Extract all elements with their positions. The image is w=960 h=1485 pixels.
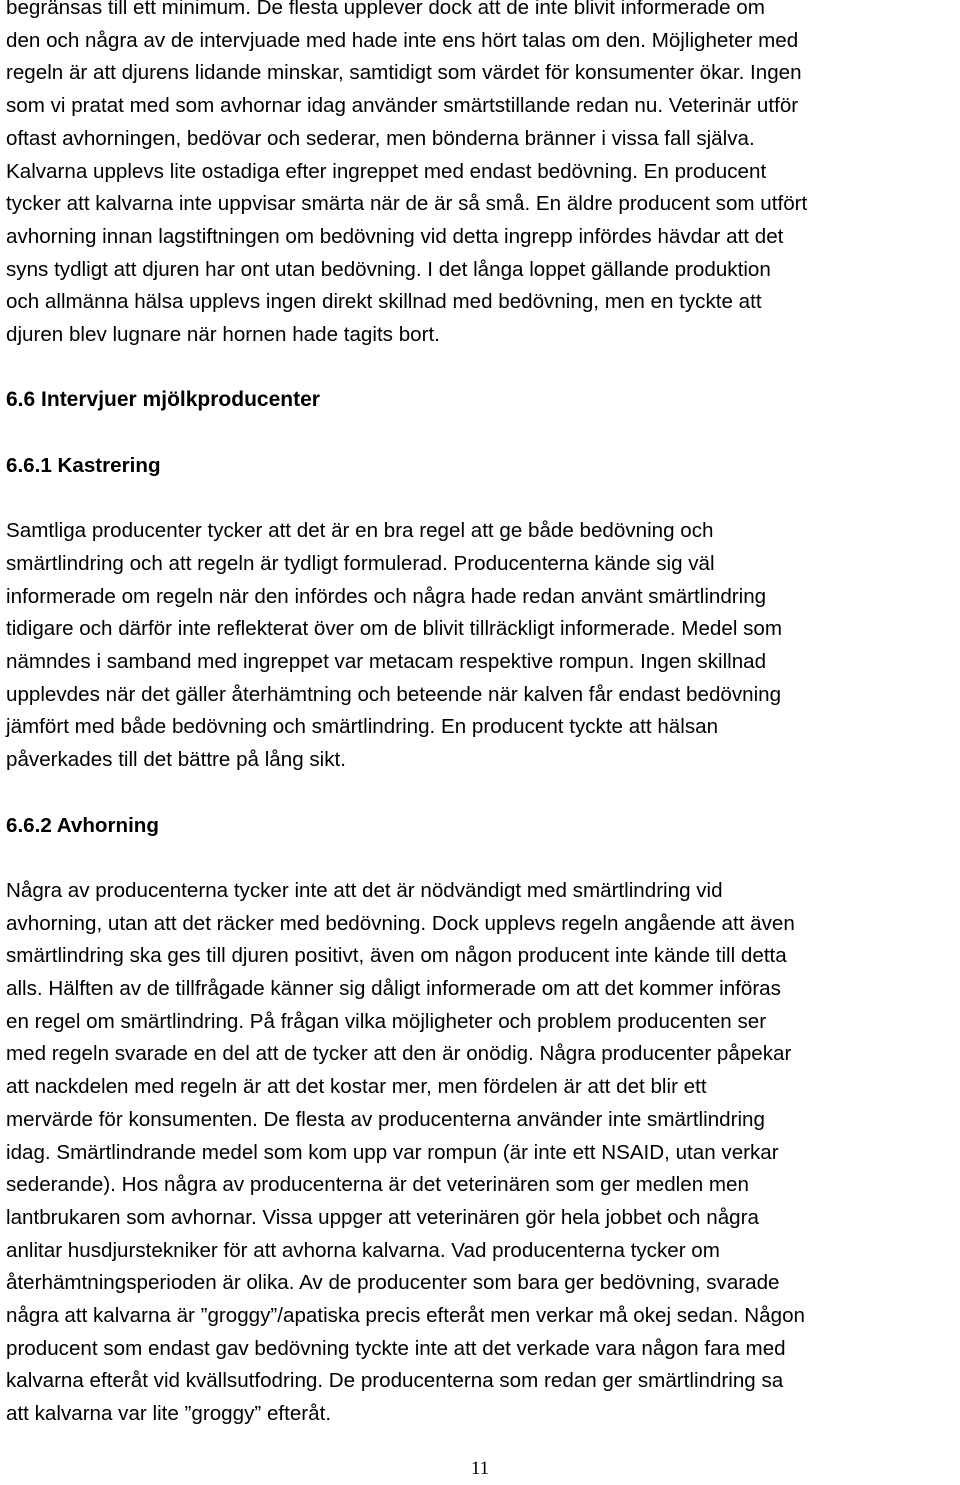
text-line: med regeln svarade en del att de tycker att den är onödig. Några producenter påpekar bbox=[6, 1042, 792, 1066]
text-line: Några av producenterna tycker inte att det är nödvändigt med smärtlindring vid bbox=[6, 878, 723, 902]
text-line: anlitar husdjurstekniker för att avhorna kalvarna. Vad producenterna tycker om bbox=[6, 1238, 720, 1262]
text-line: nämndes i samband med ingreppet var metacam respektive rompun. Ingen skillnad bbox=[6, 650, 767, 674]
text-line: Samtliga producenter tycker att det är en bra regel att ge både bedövning och bbox=[6, 519, 714, 543]
text-line: jämfört med både bedövning och smärtlindring. En producent tyckte att hälsan bbox=[6, 715, 719, 739]
text-line: producent som endast gav bedövning tyckte inte att det verkade vara någon fara med bbox=[6, 1336, 786, 1360]
text-line: alls. Hälften av de tillfrågade känner sig dåligt informerade om att det kommer införas bbox=[6, 977, 781, 1001]
text-line: en regel om smärtlindring. På frågan vilka möjligheter och problem producenten ser bbox=[6, 1009, 767, 1033]
text-line: några att kalvarna är ”groggy”/apatiska precis efteråt men verkar må okej sedan. Någon bbox=[6, 1304, 805, 1328]
text-line: påverkades till det bättre på lång sikt. bbox=[6, 748, 346, 772]
document-page bbox=[6, 0, 956, 1431]
text-line: återhämtningsperioden är olika. Av de producenter som bara ger bedövning, svarade bbox=[6, 1271, 780, 1295]
section-heading: 6.6 Intervjuer mjölkproducenter bbox=[6, 388, 320, 412]
text-line: avhorning, utan att det räcker med bedövning. Dock upplevs regeln angående att även bbox=[6, 911, 795, 935]
text-line: att kalvarna var lite ”groggy” efteråt. bbox=[6, 1402, 332, 1426]
text-line: upplevdes när det gäller återhämtning och beteende när kalven får endast bedövning bbox=[6, 682, 782, 706]
spacer bbox=[6, 483, 956, 516]
text-line: tycker att kalvarna inte uppvisar smärta när de är så små. En äldre producent som utfört bbox=[6, 192, 808, 216]
text-line: syns tydligt att djuren har ont utan bedövning. I det långa loppet gällande produktion bbox=[6, 257, 771, 281]
text-line: Kalvarna upplevs lite ostadiga efter ingreppet med endast bedövning. En producent bbox=[6, 159, 767, 183]
text-line: smärtlindring ska ges till djuren positivt, även om någon producent inte kände till detta bbox=[6, 944, 787, 968]
text-line: sederande). Hos några av producenterna är det veterinären som ger medlen men bbox=[6, 1173, 749, 1197]
text-line: tidigare och därför inte reflekterat över om de blivit tillräckligt informerade. Medel som bbox=[6, 617, 783, 641]
text-line: att nackdelen med regeln är att det kostar mer, men fördelen är att det blir ett bbox=[6, 1075, 707, 1099]
spacer bbox=[6, 352, 956, 385]
text-line: och allmänna hälsa upplevs ingen direkt skillnad med bedövning, men en tyckte att bbox=[6, 290, 762, 314]
text-line: avhorning innan lagstiftningen om bedövning vid detta ingrepp infördes hävdar att det bbox=[6, 224, 784, 248]
subsection-heading-kastrering: 6.6.1 Kastrering bbox=[6, 453, 161, 477]
text-line: idag. Smärtlindrande medel som kom upp var rompun (är inte ett NSAID, utan verkar bbox=[6, 1140, 779, 1164]
text-line: den och några av de intervjuade med hade inte ens hört talas om den. Möjligheter med bbox=[6, 28, 799, 52]
text-line: lantbrukaren som avhornar. Vissa uppger att veterinären gör hela jobbet och några bbox=[6, 1205, 759, 1229]
paragraph-kastrering bbox=[6, 515, 956, 777]
text-line: informerade om regeln när den infördes och några hade redan använt smärtlindring bbox=[6, 584, 767, 608]
paragraph-avhorning bbox=[6, 875, 956, 1431]
page-number: 11 bbox=[470, 1458, 490, 1479]
text-line: oftast avhorningen, bedövar och sederar, men bönderna bränner i vissa fall själva. bbox=[6, 126, 755, 150]
spacer bbox=[6, 777, 956, 810]
subsection-heading-avhorning: 6.6.2 Avhorning bbox=[6, 813, 159, 837]
text-line: smärtlindring och att regeln är tydligt formulerad. Producenterna kände sig väl bbox=[6, 551, 715, 575]
paragraph-intro bbox=[6, 0, 956, 352]
text-line: kalvarna efteråt vid kvällsutfodring. De producenterna som redan ger smärtlindring sa bbox=[6, 1369, 784, 1393]
text-line: begränsas till ett minimum. De flesta upplever dock att de inte blivit informerade om bbox=[6, 0, 765, 19]
spacer bbox=[6, 417, 956, 450]
spacer bbox=[6, 842, 956, 875]
text-line: som vi pratat med som avhornar idag använder smärtstillande redan nu. Veterinär utför bbox=[6, 94, 799, 118]
text-line: regeln är att djurens lidande minskar, samtidigt som värdet för konsumenter ökar. Ingen bbox=[6, 61, 802, 85]
text-line: mervärde för konsumenten. De flesta av producenterna använder inte smärtlindring bbox=[6, 1107, 765, 1131]
text-line: djuren blev lugnare när hornen hade tagits bort. bbox=[6, 323, 440, 347]
